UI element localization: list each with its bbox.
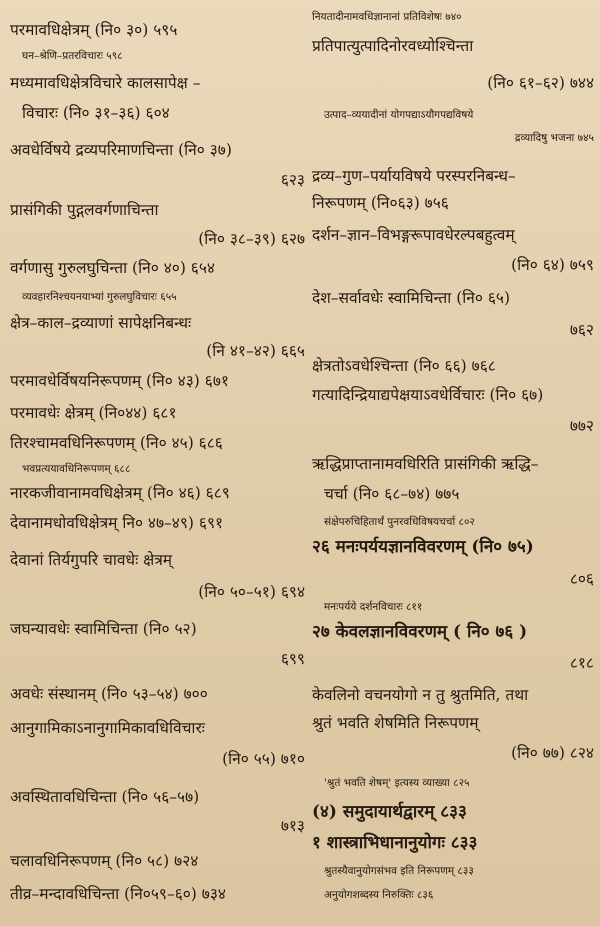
toc-page-number: ७१३ bbox=[280, 817, 305, 835]
toc-entry: प्रासंगिकी पुद्गलवर्गणाचिन्ता bbox=[10, 201, 159, 219]
section-heading: (४) समुदायार्थद्वारम् ८३३ bbox=[312, 802, 467, 822]
toc-subentry: व्यवहारनिश्चयनयाभ्यां गुरुलघुविचारः ६५५ bbox=[22, 291, 177, 303]
toc-entry: (नि० ३८–३९) ६२७ bbox=[198, 230, 305, 248]
toc-entry: देश–सर्वावधेः स्वामिचिन्ता (नि० ६५) bbox=[312, 289, 511, 307]
toc-subentry: द्रव्यादिषु भजना ७४५ bbox=[514, 132, 594, 144]
toc-page-number: ८१८ bbox=[569, 654, 594, 672]
toc-entry: विचारः (नि० ३१–३६) ६०४ bbox=[22, 104, 170, 122]
toc-entry: देवानां तिर्यगुपरि चावधेः क्षेत्रम् bbox=[10, 551, 173, 569]
toc-entry: आनुगामिकाऽनानुगामिकावधिविचारः bbox=[10, 719, 205, 737]
toc-entry: वर्गणासु गुरुलघुचिन्ता (नि० ४०) ६५४ bbox=[10, 259, 215, 277]
toc-entry: अवधेर्विषये द्रव्यपरिमाणचिन्ता (नि० ३७) bbox=[10, 141, 232, 159]
toc-entry: चर्चा (नि० ६८–७४) ७७५ bbox=[324, 485, 460, 503]
toc-entry: तीव्र–मन्दावधिचिन्ता (नि०५९–६०) ७३४ bbox=[10, 885, 226, 903]
toc-entry: परमावधेः क्षेत्रम् (नि०४४) ६८१ bbox=[10, 404, 177, 422]
toc-page-number: ६९९ bbox=[280, 650, 305, 668]
toc-entry: नारकजीवानामवधिक्षेत्रम् (नि० ४६) ६८९ bbox=[10, 484, 230, 502]
toc-entry: केवलिनो वचनयोगो न तु श्रुतमिति, तथा bbox=[312, 686, 529, 704]
toc-entry: जघन्यावधेः स्वामिचिन्ता (नि० ५२) bbox=[10, 620, 197, 638]
toc-entry: ऋद्धिप्राप्तानामवधिरिति प्रासंगिकी ऋद्धि– bbox=[312, 455, 539, 473]
toc-entry: (नि० ६४) ७५९ bbox=[511, 256, 594, 274]
toc-entry: (नि० ५५) ७१० bbox=[222, 750, 305, 768]
toc-subentry: भवप्रत्ययावधिनिरूपणम् ६८८ bbox=[22, 463, 131, 475]
toc-entry: अवस्थितावधिचिन्ता (नि० ५६–५७) bbox=[10, 788, 200, 806]
toc-entry: देवानामधोवधिक्षेत्रम् नि० ४७–४९) ६९१ bbox=[10, 514, 224, 532]
toc-entry: परमावधिक्षेत्रम् (नि० ३०) ५९५ bbox=[10, 21, 178, 39]
toc-entry: अवधेः संस्थानम् (नि० ५३–५४) ७०० bbox=[10, 685, 208, 703]
toc-entry: निरूपणम् (नि०६३) ७५६ bbox=[312, 194, 449, 212]
toc-entry: (नि० ५०–५१) ६९४ bbox=[198, 583, 305, 601]
left-column bbox=[10, 0, 305, 926]
section-heading: २७ केवलज्ञानविवरणम् ( नि० ७६ ) bbox=[312, 622, 528, 642]
section-heading: १ शास्त्राभिधानानुयोगः ८३३ bbox=[312, 833, 478, 853]
toc-entry: (नि ४१–४२) ६६५ bbox=[206, 342, 305, 360]
toc-subentry: अनुयोगशब्दस्य निरुक्तिः ८३६ bbox=[324, 889, 434, 901]
section-heading: २६ मनःपर्ययज्ञानविवरणम् (नि० ७५) bbox=[312, 537, 534, 557]
toc-entry: गत्यादिन्द्रियाद्यपेक्षयाऽवधेर्विचारः (नि० ६७) bbox=[312, 386, 544, 404]
toc-entry: श्रुतं भवति शेषमिति निरूपणम् bbox=[312, 714, 479, 732]
toc-subentry: नियतादीनामवधिज्ञानानां प्रतिविशेषः ७४० bbox=[312, 11, 462, 23]
toc-entry: क्षेत्र–काल–द्रव्याणां सापेक्षनिबन्धः bbox=[10, 314, 192, 332]
toc-entry: चलावधिनिरूपणम् (नि० ५८) ७२४ bbox=[10, 852, 199, 870]
toc-page-number: ८०६ bbox=[569, 570, 594, 588]
right-column bbox=[312, 0, 594, 926]
toc-subentry: मनःपर्यये दर्शनविचारः ८११ bbox=[324, 601, 423, 613]
toc-subentry: श्रुतस्यैवानुयोगसंभव इति निरूपणम् ८३३ bbox=[324, 865, 474, 877]
toc-subentry: 'श्रुतं भवति शेषम्' इत्यस्य व्याख्या ८२५ bbox=[324, 777, 470, 789]
toc-entry: क्षेत्रतोऽवधेश्चिन्ता (नि० ६६) ७६८ bbox=[312, 357, 496, 375]
toc-subentry: संक्षेपरुचिहितार्थं पुनरवधिविषयचर्चा ८०२ bbox=[324, 516, 475, 528]
toc-subentry: घन–श्रेणि–प्रतरविचारः ५९८ bbox=[22, 50, 123, 62]
toc-page-number: ६२३ bbox=[280, 171, 305, 189]
toc-subentry: उत्पाद–व्ययादीनां योगपद्याऽयौगपद्यविषये bbox=[324, 109, 474, 121]
toc-entry: द्रव्य–गुण–पर्यायविषये परस्परनिबन्ध– bbox=[312, 167, 516, 185]
toc-page-number: ७६२ bbox=[569, 321, 594, 339]
toc-entry: (नि० ७७) ८२४ bbox=[511, 744, 594, 762]
toc-entry: मध्यमावधिक्षेत्रविचारे कालसापेक्ष – bbox=[10, 74, 201, 92]
toc-entry: प्रतिपात्युत्पादिनोरवध्योश्चिन्ता bbox=[312, 37, 474, 55]
toc-entry: दर्शन–ज्ञान–विभङ्गरूपावधेरल्पबहुत्वम् bbox=[312, 226, 515, 244]
toc-entry: (नि० ६१–६२) ७४४ bbox=[487, 74, 594, 92]
toc-entry: परमावधेर्विषयनिरूपणम् (नि० ४३) ६७१ bbox=[10, 372, 229, 390]
toc-entry: तिरश्चामवधिनिरूपणम् (नि० ४५) ६८६ bbox=[10, 434, 223, 452]
toc-page-number: ७७२ bbox=[569, 417, 594, 435]
